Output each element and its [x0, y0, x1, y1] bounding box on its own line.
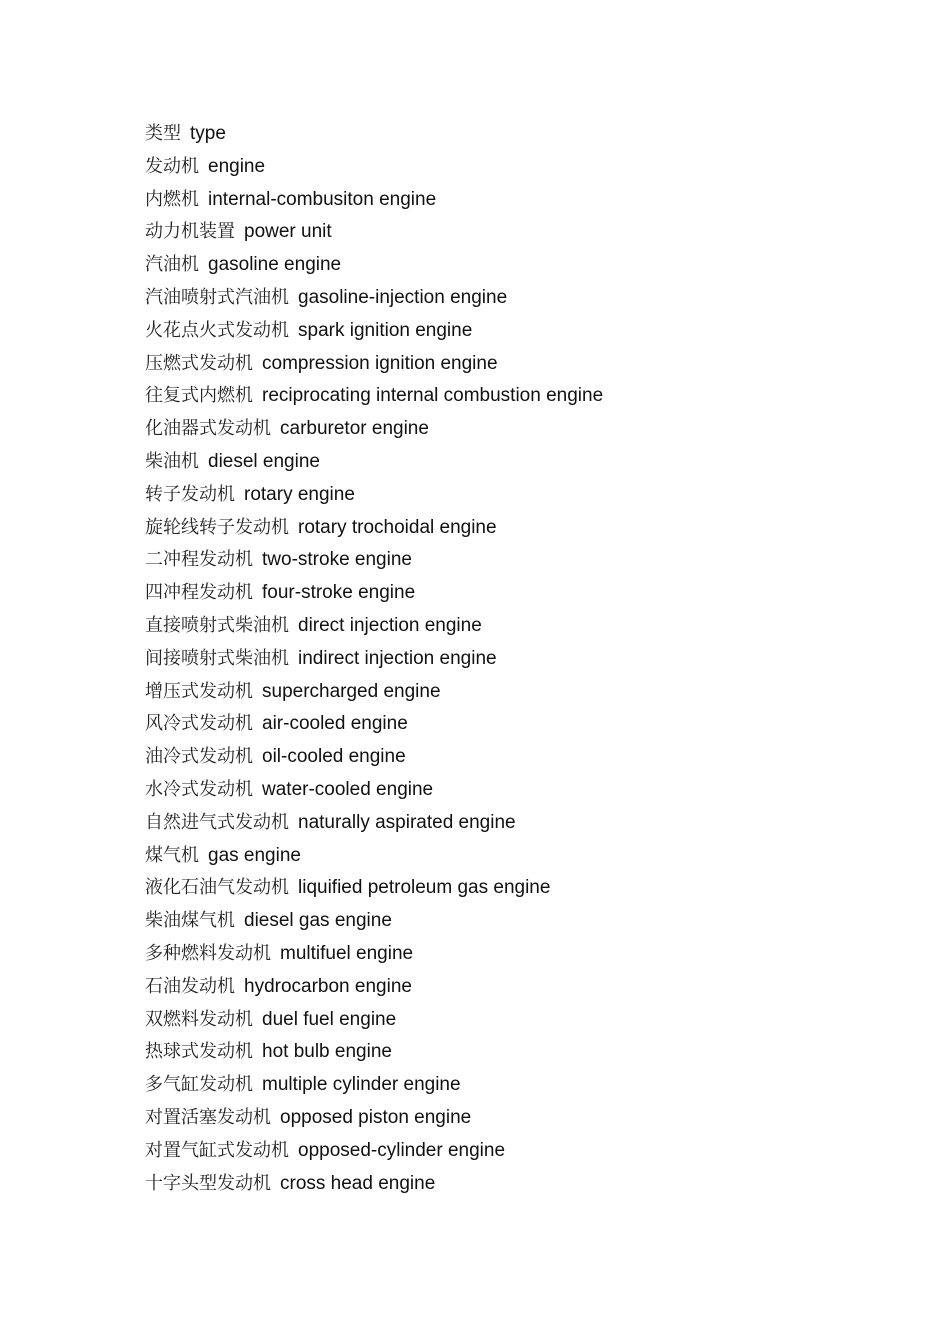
term-row: [145, 249, 905, 282]
document-page: [145, 118, 905, 1200]
term-chinese: 自然进气式发动机: [145, 811, 289, 833]
term-english: compression ignition engine: [262, 352, 498, 374]
term-row: [145, 774, 905, 807]
term-row: [145, 348, 905, 381]
term-row: [145, 1102, 905, 1135]
term-english: naturally aspirated engine: [298, 811, 516, 833]
term-chinese: 汽油喷射式汽油机: [145, 286, 289, 308]
term-chinese: 风冷式发动机: [145, 713, 253, 735]
term-row: [145, 872, 905, 905]
term-chinese: 间接喷射式柴油机: [145, 647, 289, 669]
term-row: [145, 216, 905, 249]
term-row: [145, 905, 905, 938]
term-chinese: 直接喷射式柴油机: [145, 614, 289, 636]
term-chinese: 水冷式发动机: [145, 778, 253, 800]
term-chinese: 对置活塞发动机: [145, 1106, 271, 1128]
term-english: opposed-cylinder engine: [298, 1139, 506, 1161]
term-english: two-stroke engine: [262, 549, 412, 571]
term-chinese: 动力机装置: [145, 221, 235, 243]
term-row: [145, 708, 905, 741]
term-row: [145, 1069, 905, 1102]
term-chinese: 发动机: [145, 155, 199, 177]
term-chinese: 往复式内燃机: [145, 385, 253, 407]
term-row: [145, 577, 905, 610]
term-english: reciprocating internal combustion engine: [262, 385, 604, 407]
term-english: rotary engine: [244, 483, 355, 505]
term-row: [145, 610, 905, 643]
term-english: multiple cylinder engine: [262, 1074, 461, 1096]
term-chinese: 柴油煤气机: [145, 910, 235, 932]
term-chinese: 液化石油气发动机: [145, 877, 289, 899]
term-chinese: 火花点火式发动机: [145, 319, 289, 341]
term-chinese: 热球式发动机: [145, 1041, 253, 1063]
term-row: [145, 938, 905, 971]
term-english: type: [190, 123, 226, 144]
term-row: [145, 479, 905, 512]
term-english: duel fuel engine: [262, 1008, 397, 1030]
term-chinese: 旋轮线转子发动机: [145, 516, 289, 538]
term-english: hot bulb engine: [262, 1041, 392, 1063]
term-chinese: 多种燃料发动机: [145, 942, 271, 964]
term-row: [145, 315, 905, 348]
term-chinese: 多气缸发动机: [145, 1074, 253, 1096]
term-english: gasoline-injection engine: [298, 286, 508, 308]
term-chinese: 增压式发动机: [145, 680, 253, 702]
term-row: [145, 151, 905, 184]
glossary-term-list: [145, 118, 905, 1200]
term-chinese: 石油发动机: [145, 975, 235, 997]
term-chinese: 对置气缸式发动机: [145, 1139, 289, 1161]
term-english: indirect injection engine: [298, 647, 497, 669]
term-english: internal-combusiton engine: [208, 188, 437, 210]
term-row: [145, 446, 905, 479]
term-chinese: 转子发动机: [145, 483, 235, 505]
term-english: engine: [208, 155, 266, 177]
term-chinese: 类型: [145, 123, 181, 144]
term-row: [145, 676, 905, 709]
term-english: liquified petroleum gas engine: [298, 877, 551, 899]
term-row: [145, 643, 905, 676]
term-chinese: 内燃机: [145, 188, 199, 210]
term-chinese: 双燃料发动机: [145, 1008, 253, 1030]
term-english: supercharged engine: [262, 680, 441, 702]
term-row: [145, 380, 905, 413]
term-english: oil-cooled engine: [262, 746, 406, 768]
term-row: [145, 1036, 905, 1069]
term-chinese: 煤气机: [145, 844, 199, 866]
term-chinese: 四冲程发动机: [145, 582, 253, 604]
term-english: opposed piston engine: [280, 1106, 472, 1128]
term-row: [145, 118, 905, 151]
term-row: [145, 741, 905, 774]
term-chinese: 压燃式发动机: [145, 352, 253, 374]
term-english: diesel engine: [208, 450, 320, 472]
term-english: diesel gas engine: [244, 910, 392, 932]
term-chinese: 油冷式发动机: [145, 746, 253, 768]
term-row: [145, 807, 905, 840]
term-row: [145, 282, 905, 315]
term-chinese: 二冲程发动机: [145, 549, 253, 571]
term-row: [145, 1168, 905, 1201]
term-row: [145, 544, 905, 577]
term-english: water-cooled engine: [262, 778, 434, 800]
term-chinese: 十字头型发动机: [145, 1172, 271, 1194]
term-chinese: 汽油机: [145, 254, 199, 276]
term-english: spark ignition engine: [298, 319, 473, 341]
term-english: air-cooled engine: [262, 713, 408, 735]
term-english: carburetor engine: [280, 418, 429, 440]
term-chinese: 化油器式发动机: [145, 418, 271, 440]
term-row: [145, 184, 905, 217]
term-row: [145, 413, 905, 446]
term-english: power unit: [244, 221, 332, 243]
term-english: cross head engine: [280, 1172, 436, 1194]
term-english: four-stroke engine: [262, 582, 416, 604]
term-row: [145, 1004, 905, 1037]
term-row: [145, 840, 905, 873]
term-english: direct injection engine: [298, 614, 482, 636]
term-row: [145, 512, 905, 545]
term-english: multifuel engine: [280, 942, 414, 964]
term-english: rotary trochoidal engine: [298, 516, 497, 538]
term-chinese: 柴油机: [145, 450, 199, 472]
term-english: hydrocarbon engine: [244, 975, 412, 997]
term-row: [145, 971, 905, 1004]
term-row: [145, 1135, 905, 1168]
term-english: gasoline engine: [208, 254, 342, 276]
term-english: gas engine: [208, 844, 301, 866]
